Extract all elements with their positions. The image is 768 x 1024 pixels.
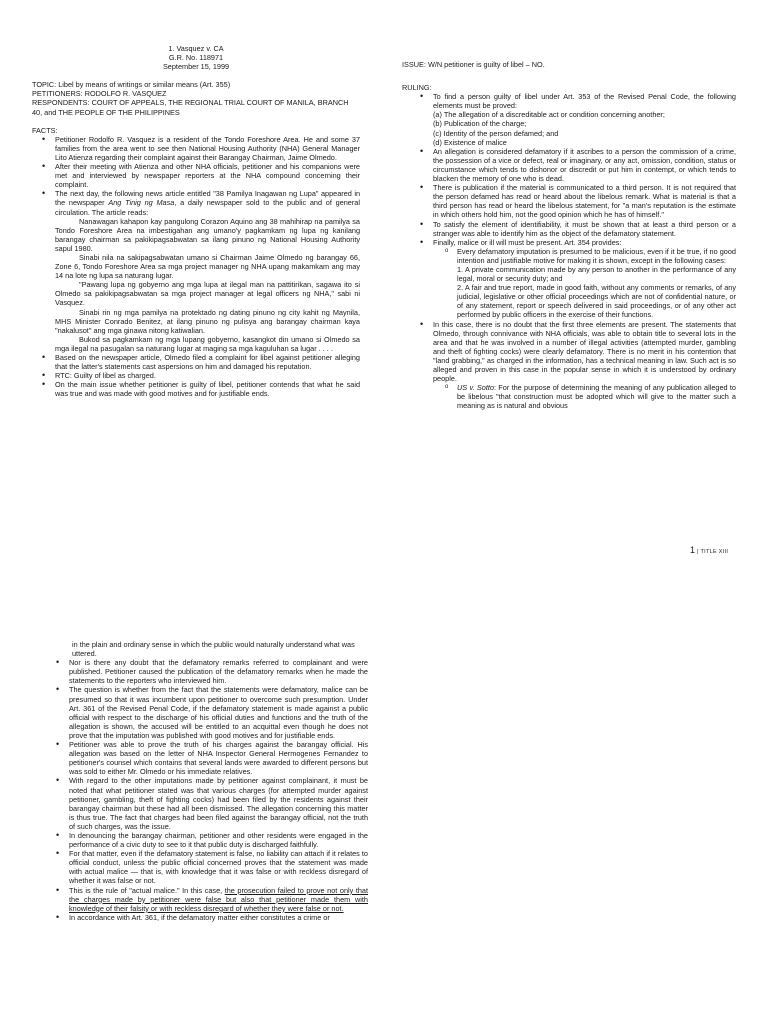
case-title: 1. Vasquez v. CA xyxy=(168,44,224,53)
item-text: The next day, the following news article entitled "38 Pamilya Inagawan ng Lupa" appeared in the newspaper xyxy=(55,189,360,208)
list-item: • Nor is there any doubt that the defamatory remarks referred to complainant and were published. Petitioner caused the publication of the defamatory remarks when he made the statements to the reporters who interviewed him. xyxy=(60,658,368,685)
list-item: • In accordance with Art. 361, if the defamatory matter either constitutes a crime or xyxy=(60,913,368,922)
right-column xyxy=(402,60,736,410)
item-text: , a daily newspaper sold to the public and of general circulation. The article reads: xyxy=(55,198,360,217)
list-item: • Petitioner was able to prove the truth of his charges against the barangay official. His allegation was based on the letter of NHA Inspector General Hermogenes Fernandez to petitioner's counsel which contains that several lands were awarded to different persons but was sold to either Mr. Olmedo or his immediate relatives. xyxy=(60,740,368,776)
quote-paragraph: Nanawagan kahapon kay pangulong Corazon Aquino ang 38 mahihirap na pamilya sa Tondo Foreshore Area na imbestigahan ang umano'y pagkamkam ng lupa ng kanilang barangay chairman sa pakikipagsabwatan sa ilang pinuno ng National Housing Authority sapul 1980. xyxy=(55,216,360,253)
case-header xyxy=(32,44,360,71)
case-number: G.R. No. 118971 xyxy=(168,53,224,63)
sub-item xyxy=(449,247,736,320)
list-item: • RTC: Guilty of libel as charged. xyxy=(46,371,360,380)
element-c: (c) Identity of the person defamed; and xyxy=(433,128,559,138)
element-a: (a) The allegation of a discreditable act or condition concerning another; xyxy=(433,110,665,120)
item-text: : For the purpose of determining the meaning of any publication alleged to be libelous "that construction must be adopted which will give to the matter such a meaning as is natural and obvious xyxy=(457,383,736,411)
left-column xyxy=(32,44,360,398)
issue-line: ISSUE: W/N petitioner is guilty of libel – NO. xyxy=(402,60,545,69)
list-item: • To satisfy the element of identifiability, it must be shown that at least a third person or a stranger was able to identify him as the object of the defamatory statement. xyxy=(424,220,736,238)
topic-line: TOPIC: Libel by means of writings or similar means (Art. 355) xyxy=(32,80,231,90)
footer-title: | TITLE XIII xyxy=(697,549,729,555)
element-b: (b) Publication of the charge; xyxy=(433,119,527,129)
quote-paragraph: Sinabi nila na sakipagsabwatan umano si Chairman Jaime Olmedo ng barangay 66, Zone 6, Tondo Foreshore Area sa mga project manager ng NHA upang makamkam ang may 14 na lote ng lupa sa naturang lugar. xyxy=(55,252,360,281)
list-item xyxy=(424,92,736,147)
sub-list xyxy=(433,383,736,410)
respondents-line: RESPONDENTS: COURT OF APPEALS, THE REGIONAL TRIAL COURT OF MANILA, BRANCH 40, and THE PEOPLE OF THE PHILIPPINES xyxy=(32,98,349,117)
page-footer xyxy=(690,546,728,557)
list-item xyxy=(46,189,360,353)
ruling-list xyxy=(402,92,736,410)
case-date: September 15, 1999 xyxy=(162,62,230,72)
list-item xyxy=(60,886,368,913)
sub-item xyxy=(449,383,736,410)
quote-paragraph: Bukod sa pagkamkam ng mga lupang gobyerno, kasangkot din umano si Olmedo sa mga ilegal na pasugalan sa naturang lugar at maging sa mga kaguluhan sa lugar . . . . xyxy=(55,334,360,353)
quote-paragraph: Sinabi rin ng mga pamilya na protektado ng dating pinuno ng city kahit ng Maynila, MHS Minister Conrado Benitez, at ilang pinuno ng pulisya ang barangay chairman kaya "nakalusot" ang mga ginawa nitong katiwalian. xyxy=(55,307,360,335)
item-text: In this case, there is no doubt that the first three elements are present. The statements that Olmedo, through connivance with NHA officials, was able to obtain title to several lots in the area and that he was involved in a number of illegal activities (attempted murder, gambling and theft of fighting cocks) were clearly defamatory. There is no merit in his contention that "land grabbing," as charged in the information, has a technical meaning in law. Such act is so alleged and proven in this case in the popular sense in which it is understood by ordinary people. xyxy=(433,319,736,384)
item-text: Finally, malice or ill will must be present. Art. 354 provides: xyxy=(433,237,622,247)
list-item: • An allegation is considered defamatory if it ascribes to a person the commission of a crime, the possession of a vice or defect, real or imaginary, or any act, omission, condition, status or circumstance which tends to dishonor or discredit or put him in contempt, or which tends to blacken the memory of one who is dead. xyxy=(424,147,736,183)
quote-paragraph: "Pawang lupa ng gobyerno ang mga lupa at ilegal man na pattitirikan, sagawa ito si Olmedo sa pakikipagsabwatan sa mga project manager at legal officers ng NHA," sabi ni Vasquez. xyxy=(55,280,360,308)
list-item: • There is publication if the material is communicated to a third person. It is not required that the person defamed has read or heard about the libelous remark. What is material is that a third person has read or heard the libelous statement, for "a man's reputation is the estimate in which others hold him, not the good opinion which he has of himself." xyxy=(424,183,736,219)
list-item: • With regard to the other imputations made by petitioner against complainant, it must be noted that what petitioner stated was that various charges (for attempted murder against petitioner, gambling, theft of fighting cocks) had been filed by the residents against their barangay chairman but these had all been dismissed. The allegation concerning this matter is thus true. The fact that charges had been filed against the barangay official, not the truth of such charges, was the issue. xyxy=(60,776,368,831)
page-number: 1 xyxy=(690,545,696,555)
newspaper-name: Ang Tinig ng Masa xyxy=(108,198,175,208)
list-item xyxy=(424,320,736,411)
list-item xyxy=(424,238,736,320)
list-item: • Petitioner Rodolfo R. Vasquez is a resident of the Tondo Foreshore Area. He and some 37 families from the area went to see then National Housing Authority (NHA) General Manager Lito Atienza regarding their complaint against their Barangay Chairman, Jaime Olmedo. xyxy=(46,135,360,162)
sub-list xyxy=(433,247,736,320)
case-citation: US v. Sotto xyxy=(457,383,494,393)
ruling-heading: RULING: xyxy=(402,83,432,93)
facts-heading: FACTS: xyxy=(32,125,58,135)
petitioners-line: PETITIONERS: RODOLFO R. VASQUEZ xyxy=(32,89,167,99)
underlined-text: the prosecution failed to prove not only that the charges made by petitioner were false but also that petitioner made them with knowledge of their falsity or with reckless disregard of whether they were false or not. xyxy=(69,885,368,913)
list-item: • After their meeting with Atienza and other NHA officials, petitioner and his companions were met and interviewed by newspaper reporters at the NHA compound concerning their complaint. xyxy=(46,162,360,189)
list-item: • Based on the newspaper article, Olmedo filed a complaint for libel against petitioner alleging that the latter's statements cast aspersions on him and damaged his reputation. xyxy=(46,353,360,371)
list-item: • The question is whether from the fact that the statements were defamatory, malice can be presumed so that it was incumbent upon petitioner to overcome such presumption. Under Art. 361 of the Revised Penal Code, if the defamatory statement is made against a public official with respect to the discharge of his official duties and functions and the truth of the allegation is shown, the accused will be entitled to an acquittal even though he does not prove that the imputation was published with good motives and for justifiable ends. xyxy=(60,685,368,740)
exception-2: 2. A fair and true report, made in good faith, without any comments or remarks, of any judicial, legislative or other official proceedings which are not of confidential nature, or of any statement, report or speech delivered in said proceedings, or of any other act performed by public officers in the exercise of their functions. xyxy=(457,283,736,320)
item-text: Every defamatory imputation is presumed to be malicious, even if it be true, if no good intention and justifiable motive for making it is shown, except in the following cases: xyxy=(457,246,736,265)
list-item: • On the main issue whether petitioner is guilty of libel, petitioner contends that what he said was true and was made with good motives and for justifiable ends. xyxy=(46,380,360,398)
continued-text: in the plain and ordinary sense in which the public would naturally understand what was uttered. xyxy=(72,640,355,659)
list-item: • In denouncing the barangay chairman, petitioner and other residents were engaged in the performance of a civic duty to see to it that public duty is discharged faithfully. xyxy=(60,831,368,849)
item-text: To find a person guilty of libel under Art. 353 of the Revised Penal Code, the following elements must be proved: xyxy=(433,92,736,111)
page2-list xyxy=(46,658,368,922)
exception-1: 1. A private communication made by any person to another in the performance of any legal, moral or security duty; and xyxy=(457,264,736,284)
facts-list xyxy=(32,135,360,399)
page2-column xyxy=(46,640,368,922)
element-d: (d) Existence of malice xyxy=(433,137,507,147)
item-text: This is the rule of "actual malice." In this case, xyxy=(69,885,225,895)
list-item: • For that matter, even if the defamatory statement is false, no liability can attach if it relates to official conduct, unless the public official concerned proves that the statement was made with actual malice — that is, with knowledge that it was false or with reckless disregard of whether it was false or not. xyxy=(60,849,368,885)
